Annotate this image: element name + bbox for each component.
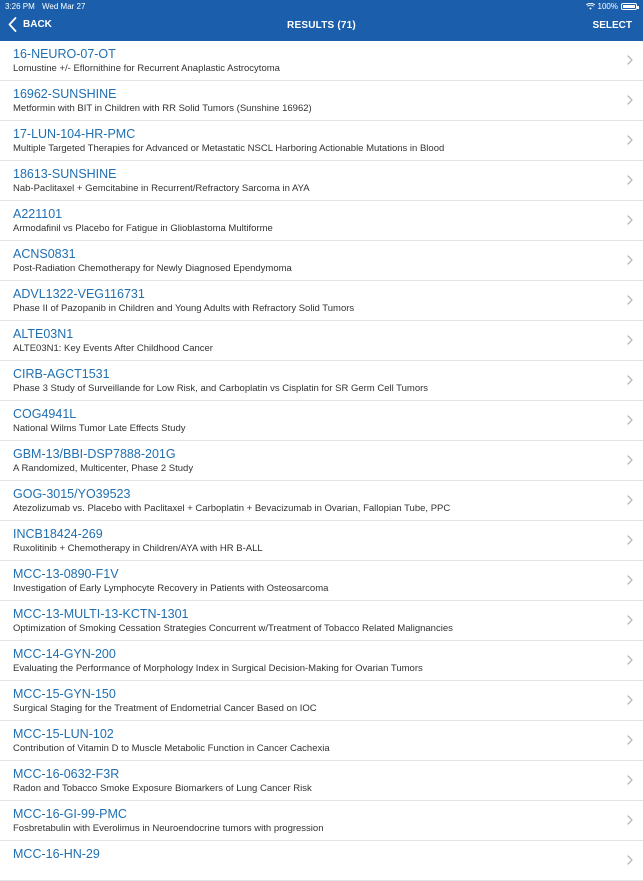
list-item[interactable]	[0, 441, 643, 481]
study-description: Radon and Tobacco Smoke Exposure Biomarkers of Lung Cancer Risk	[13, 783, 312, 794]
chevron-right-icon	[627, 575, 633, 585]
study-description: Nab-Paclitaxel + Gemcitabine in Recurrent/Refractory Sarcoma in AYA	[13, 183, 310, 194]
chevron-right-icon	[627, 295, 633, 305]
study-code: ADVL1322-VEG116731	[13, 287, 145, 301]
study-code: ACNS0831	[13, 247, 76, 261]
chevron-right-icon	[627, 535, 633, 545]
chevron-right-icon	[627, 215, 633, 225]
chevron-right-icon	[627, 775, 633, 785]
study-code: 18613-SUNSHINE	[13, 167, 117, 181]
study-description: Fosbretabulin with Everolimus in Neuroendocrine tumors with progression	[13, 823, 324, 834]
battery-percent: 100%	[597, 2, 618, 11]
study-description: Post-Radiation Chemotherapy for Newly Diagnosed Ependymoma	[13, 263, 292, 274]
list-item[interactable]	[0, 601, 643, 641]
list-item[interactable]	[0, 641, 643, 681]
status-bar	[0, 0, 643, 12]
chevron-right-icon	[627, 375, 633, 385]
list-item[interactable]	[0, 721, 643, 761]
study-description: Contribution of Vitamin D to Muscle Metabolic Function in Cancer Cachexia	[13, 743, 330, 754]
chevron-right-icon	[627, 95, 633, 105]
study-description: Metformin with BIT in Children with RR Solid Tumors (Sunshine 16962)	[13, 103, 312, 114]
study-code: ALTE03N1	[13, 327, 74, 341]
list-item[interactable]	[0, 681, 643, 721]
list-item[interactable]	[0, 281, 643, 321]
chevron-right-icon	[627, 335, 633, 345]
study-description: Investigation of Early Lymphocyte Recovery in Patients with Osteosarcoma	[13, 583, 329, 594]
study-description: A Randomized, Multicenter, Phase 2 Study	[13, 463, 194, 474]
list-item[interactable]	[0, 521, 643, 561]
chevron-right-icon	[627, 55, 633, 65]
study-description: National Wilms Tumor Late Effects Study	[13, 423, 186, 434]
battery-icon	[621, 3, 637, 10]
list-item[interactable]	[0, 241, 643, 281]
study-code: 17-LUN-104-HR-PMC	[13, 127, 136, 141]
study-code: A221101	[13, 207, 63, 221]
header-bar	[0, 0, 643, 41]
study-description: Evaluating the Performance of Morphology Index in Surgical Decision-Making for Ovarian Tumors	[13, 663, 423, 674]
study-description: Atezolizumab vs. Placebo with Paclitaxel + Carboplatin + Bevacizumab in Ovarian, Fallopian Tube, PPC	[13, 503, 451, 514]
chevron-right-icon	[627, 695, 633, 705]
study-code: MCC-14-GYN-200	[13, 647, 116, 661]
chevron-right-icon	[627, 135, 633, 145]
study-code: MCC-15-LUN-102	[13, 727, 114, 741]
list-item[interactable]	[0, 401, 643, 441]
chevron-right-icon	[627, 175, 633, 185]
study-code: MCC-13-0890-F1V	[13, 567, 119, 581]
list-item[interactable]	[0, 161, 643, 201]
study-description: Armodafinil vs Placebo for Fatigue in Glioblastoma Multiforme	[13, 223, 273, 234]
chevron-right-icon	[627, 455, 633, 465]
list-item[interactable]	[0, 81, 643, 121]
chevron-right-icon	[627, 815, 633, 825]
list-item[interactable]	[0, 801, 643, 841]
study-code: MCC-13-MULTI-13-KCTN-1301	[13, 607, 189, 621]
status-time: 3:26 PM	[5, 2, 35, 11]
status-date: Wed Mar 27	[42, 2, 86, 11]
list-item[interactable]	[0, 201, 643, 241]
chevron-right-icon	[627, 655, 633, 665]
study-code: MCC-16-HN-29	[13, 847, 100, 861]
list-item[interactable]	[0, 481, 643, 521]
list-item[interactable]	[0, 561, 643, 601]
study-code: 16962-SUNSHINE	[13, 87, 117, 101]
chevron-right-icon	[627, 495, 633, 505]
study-code: MCC-16-0632-F3R	[13, 767, 120, 781]
study-code: COG4941L	[13, 407, 77, 421]
list-item[interactable]	[0, 361, 643, 401]
chevron-right-icon	[627, 735, 633, 745]
chevron-right-icon	[627, 415, 633, 425]
list-item[interactable]	[0, 761, 643, 801]
study-description: Phase II of Pazopanib in Children and Young Adults with Refractory Solid Tumors	[13, 303, 355, 314]
list-item[interactable]	[0, 121, 643, 161]
study-code: GOG-3015/YO39523	[13, 487, 131, 501]
back-label: BACK	[23, 19, 52, 30]
status-right	[586, 2, 637, 11]
wifi-icon	[586, 3, 595, 10]
study-code: MCC-16-GI-99-PMC	[13, 807, 127, 821]
chevron-right-icon	[627, 615, 633, 625]
nav-bar	[0, 12, 643, 41]
study-description: Multiple Targeted Therapies for Advanced or Metastatic NSCL Harboring Actionable Mutations in Blood	[13, 143, 445, 154]
list-item[interactable]	[0, 41, 643, 81]
page-title: RESULTS (71)	[287, 20, 356, 31]
chevron-right-icon	[627, 255, 633, 265]
list-item[interactable]	[0, 841, 643, 881]
study-description: Surgical Staging for the Treatment of Endometrial Cancer Based on IOC	[13, 703, 317, 714]
select-button[interactable]: SELECT	[592, 20, 632, 31]
study-description: Optimization of Smoking Cessation Strategies Concurrent w/Treatment of Tobacco Related Malignancies	[13, 623, 453, 634]
results-list	[0, 41, 643, 881]
chevron-right-icon	[627, 855, 633, 865]
study-description: Lomustine +/- Eflornithine for Recurrent Anaplastic Astrocytoma	[13, 63, 280, 74]
study-description: Phase 3 Study of Surveillande for Low Risk, and Carboplatin vs Cisplatin for SR Germ Cell Tumors	[13, 383, 429, 394]
study-description: ALTE03N1: Key Events After Childhood Cancer	[13, 343, 213, 354]
study-description: Ruxolitinib + Chemotherapy in Children/AYA with HR B-ALL	[13, 543, 263, 554]
study-code: GBM-13/BBI-DSP7888-201G	[13, 447, 176, 461]
study-code: MCC-15-GYN-150	[13, 687, 116, 701]
study-code: 16-NEURO-07-OT	[13, 47, 116, 61]
study-code: INCB18424-269	[13, 527, 103, 541]
list-item[interactable]	[0, 321, 643, 361]
study-code: CIRB-AGCT1531	[13, 367, 110, 381]
